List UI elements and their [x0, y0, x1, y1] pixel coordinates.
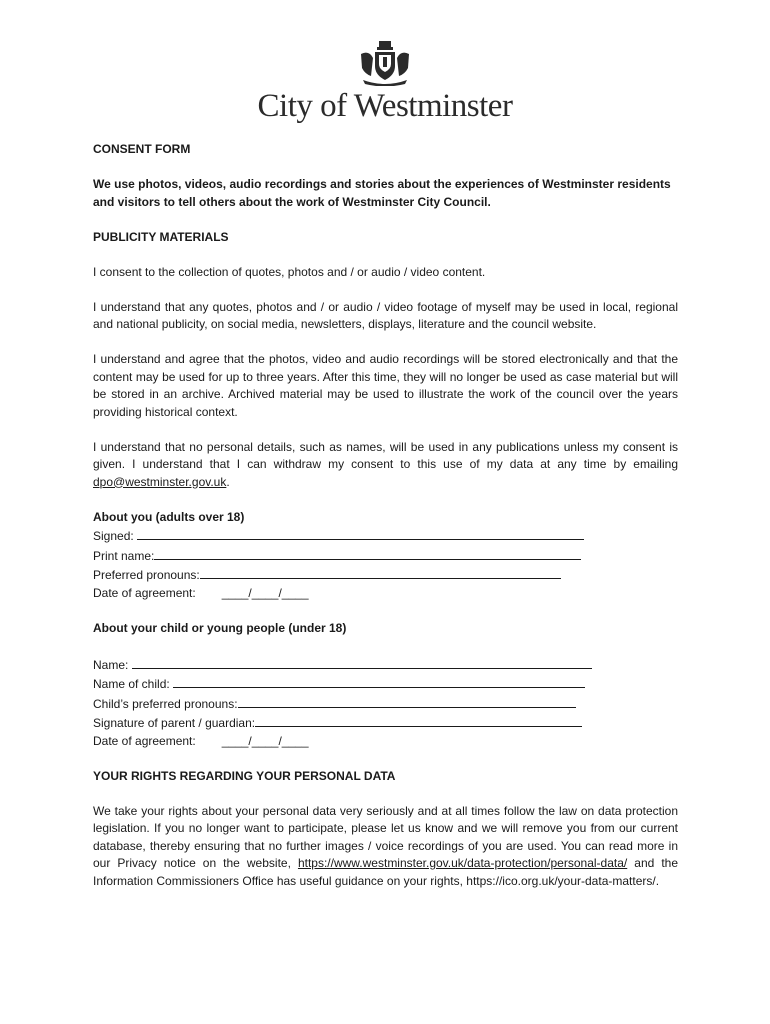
withdraw-statement [93, 439, 678, 492]
name-label: Name: [93, 657, 129, 672]
date-label: Date of agreement: [93, 585, 196, 600]
withdraw-text: I understand that no personal details, such as names, will be used in any publications unless my consent is given. I understand that I can withdraw my consent to this use of my data at any time by emailing [93, 439, 678, 471]
publicity-heading: PUBLICITY MATERIALS [93, 229, 229, 244]
usage-statement: I understand that any quotes, photos and / or audio / video footage of myself may be used in local, regional and national publicity, on social media, newsletters, displays, literature and the council website. [93, 299, 678, 331]
parent-name-field[interactable] [93, 655, 678, 675]
child-name-label: Name of child: [93, 677, 170, 691]
form-title: CONSENT FORM [93, 142, 191, 156]
rights-heading: YOUR RIGHTS REGARDING YOUR PERSONAL DATA [93, 768, 396, 783]
date-blanks: ____/____/____ [221, 585, 309, 600]
consent-form [93, 141, 678, 890]
child-pronouns-label: Child’s preferred pronouns: [93, 696, 238, 711]
guardian-signature-field[interactable] [93, 713, 678, 733]
child-date-blanks: ____/____/____ [221, 733, 309, 748]
signed-label: Signed: [93, 529, 134, 543]
council-name: City of Westminster [257, 88, 513, 124]
child-date-label: Date of agreement: [93, 733, 196, 748]
rights-statement [93, 803, 678, 891]
council-logo [0, 40, 770, 124]
print-name-label: Print name: [93, 548, 155, 563]
rights-text: We take your rights about your personal data very seriously and at all times follow the law on data protection legislation. If you no longer want to participate, please let us know and we will remove you from our current database, thereby ensuring that no further images / voice recordings of you are used. You can read more in our Privacy notice on the website, [93, 803, 678, 870]
coat-of-arms-icon [355, 40, 415, 86]
child-date-field[interactable] [93, 733, 678, 751]
rights-end: and the Information Commissioners Office has useful guidance on your rights, https://ico.org.uk/your-data-matters/. [93, 856, 678, 888]
consent-statement: I consent to the collection of quotes, photos and / or audio / video content. [93, 264, 486, 279]
intro-text: We use photos, videos, audio recordings and stories about the experiences of Westminster residents and visitors to tell others about the work of Westminster City Council. [93, 177, 671, 209]
storage-statement: I understand and agree that the photos, video and audio recordings will be stored electronically and that the content may be used for up to three years. After this time, they will no longer be used as case material but will be stored in an archive. Archived material may be used to illustrate the work of the council over the years providing historical context. [93, 352, 678, 419]
withdraw-end: . [226, 474, 230, 489]
adult-section-heading: About you (adults over 18) [93, 509, 245, 524]
dpo-email-link[interactable]: dpo@westminster.gov.uk [93, 474, 227, 489]
pronouns-field[interactable] [93, 565, 678, 585]
date-field[interactable] [93, 585, 678, 603]
pronouns-label: Preferred pronouns: [93, 568, 200, 582]
child-section-heading: About your child or young people (under 18) [93, 620, 347, 635]
guardian-signature-label: Signature of parent / guardian: [93, 716, 256, 730]
privacy-notice-link[interactable]: https://www.westminster.gov.uk/data-protection/personal-data/ [297, 856, 628, 870]
child-pronouns-field[interactable] [93, 694, 678, 714]
signed-field[interactable] [93, 526, 678, 546]
print-name-field[interactable] [93, 546, 678, 566]
child-name-field[interactable] [93, 674, 678, 694]
